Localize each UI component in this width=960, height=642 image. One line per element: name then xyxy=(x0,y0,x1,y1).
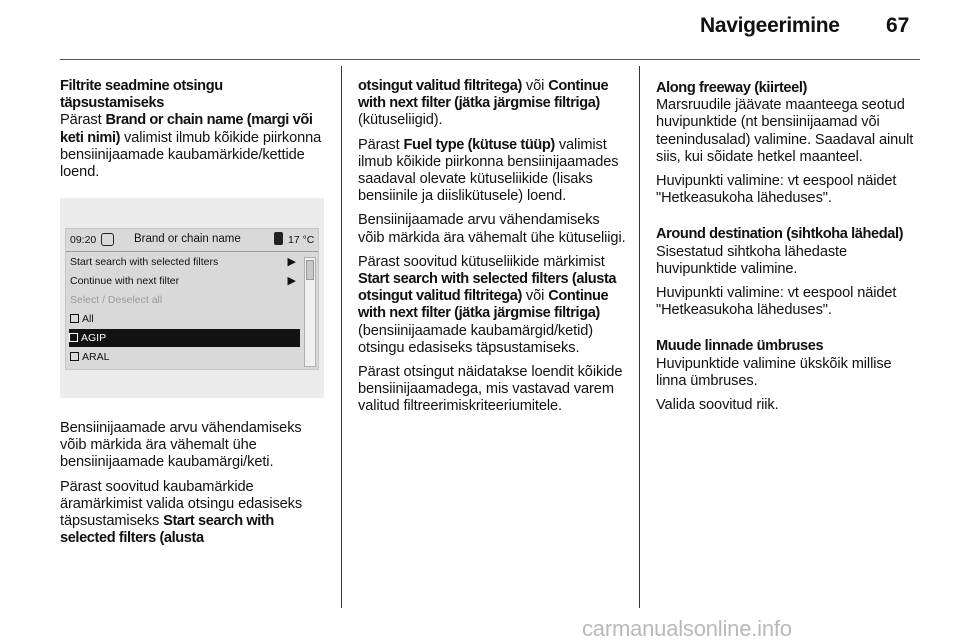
thermometer-icon xyxy=(274,232,283,245)
clock-time: 09:20 xyxy=(70,234,97,246)
clock-icon xyxy=(101,233,114,246)
column-1-lower xyxy=(60,420,328,554)
paragraph: Marsruudile jäävate maanteega seotud huvipunktide (nt bensiinijaamad või teenindusalad) valimine. Saadaval ainult siis, kui sõidate hetkel maanteel. xyxy=(656,97,914,165)
paragraph: Huvipunkti valimine: vt eespool näidet "Hetkeasukoha läheduses". xyxy=(656,285,897,319)
scrollbar[interactable] xyxy=(304,257,316,367)
column-divider xyxy=(639,66,640,608)
screenshot-figure xyxy=(60,198,324,398)
paragraph: Huvipunkti valimine: vt eespool näidet "Hetkeasukoha läheduses". xyxy=(656,173,897,207)
paragraph: Pärast soovitud kütuseliikide märkimist Start search with selected filters (alusta otsingut valitud filtritega) või Continue with next filter (jätka järgmise filtriga) (bensiinijaamade kaubamärgid/ketid) otsingu edasiseks täpsustamiseks. xyxy=(358,253,617,356)
paragraph: Huvipunktide valimine ükskõik millise linna ümbruses. xyxy=(656,355,892,389)
paragraph: Sisestatud sihtkoha lähedaste huvipunktide valimine. xyxy=(656,243,848,277)
section-heading: Around destination (sihtkoha lähedal) xyxy=(656,226,904,243)
paragraph: Pärast soovitud kaubamärkide äramärkimist valida otsingu edasiseks täpsustamiseks Start search with selected filters (alusta xyxy=(60,478,303,547)
paragraph: Bensiinijaamade arvu vähendamiseks võib märkida ära vähemalt ühe kütuseliigi. xyxy=(358,212,626,246)
scrollbar-thumb[interactable] xyxy=(306,260,314,280)
paragraph: otsingut valitud filtritega) või Continue with next filter (jätka järgmise filtriga) (kütuseliigid). xyxy=(358,78,609,129)
menu-item-agip[interactable]: AGIP xyxy=(69,329,300,347)
watermark: carmanualsonline.info xyxy=(582,616,792,641)
menu-item-aral[interactable]: ARAL xyxy=(70,348,298,366)
page-number: 67 xyxy=(886,14,910,37)
menu-item-start-search[interactable]: Start search with selected filters ▶ xyxy=(70,253,298,271)
menu-item-continue-filter[interactable]: Continue with next filter ▶ xyxy=(70,272,298,290)
column-divider xyxy=(341,66,342,608)
chevron-right-icon: ▶ xyxy=(287,275,296,287)
column-2 xyxy=(358,78,626,423)
screen-title: Brand or chain name xyxy=(134,233,241,245)
screen-status-bar xyxy=(66,229,318,251)
screen-divider xyxy=(66,251,318,252)
column-3 xyxy=(656,78,924,421)
checkbox-icon xyxy=(69,333,78,342)
infotainment-screen xyxy=(65,228,319,370)
section-heading: Along freeway (kiirteel) xyxy=(656,80,807,96)
paragraph: Pärast otsingut näidatakse loendit kõikide bensiinijaamadega, mis vastavad varem valitud filtreerimiskriteeriumitele. xyxy=(358,364,623,415)
column-1 xyxy=(60,78,328,188)
checkbox-icon xyxy=(70,314,79,323)
chevron-right-icon: ▶ xyxy=(287,256,296,268)
menu-item-select-deselect: Select / Deselect all xyxy=(70,294,163,306)
menu-item-all[interactable]: All xyxy=(70,310,298,328)
page-title: Navigeerimine xyxy=(700,14,840,37)
temperature: 17 °C xyxy=(288,234,315,246)
paragraph: Pärast Fuel type (kütuse tüüp) valimist ilmub kõikide piirkonna bensiinijaamades saadaval olevate kütuseliikide (lisaks bensiinile ja diislikütusele) loend. xyxy=(358,136,619,205)
section-heading: Muude linnade ümbruses xyxy=(656,338,824,355)
paragraph: Pärast Brand or chain name (margi või keti nimi) valimist ilmub kõikide piirkonna bensiinijaamade kaubamärkide/kettide loend. xyxy=(60,112,322,181)
header-divider xyxy=(60,59,920,60)
paragraph: Valida soovitud riik. xyxy=(656,397,779,414)
checkbox-icon xyxy=(70,352,79,361)
paragraph: Bensiinijaamade arvu vähendamiseks võib märkida ära vähemalt ühe bensiinijaamade kaubamärgi/keti. xyxy=(60,420,302,471)
section-heading: Filtrite seadmine otsingu täpsustamiseks xyxy=(60,78,223,112)
